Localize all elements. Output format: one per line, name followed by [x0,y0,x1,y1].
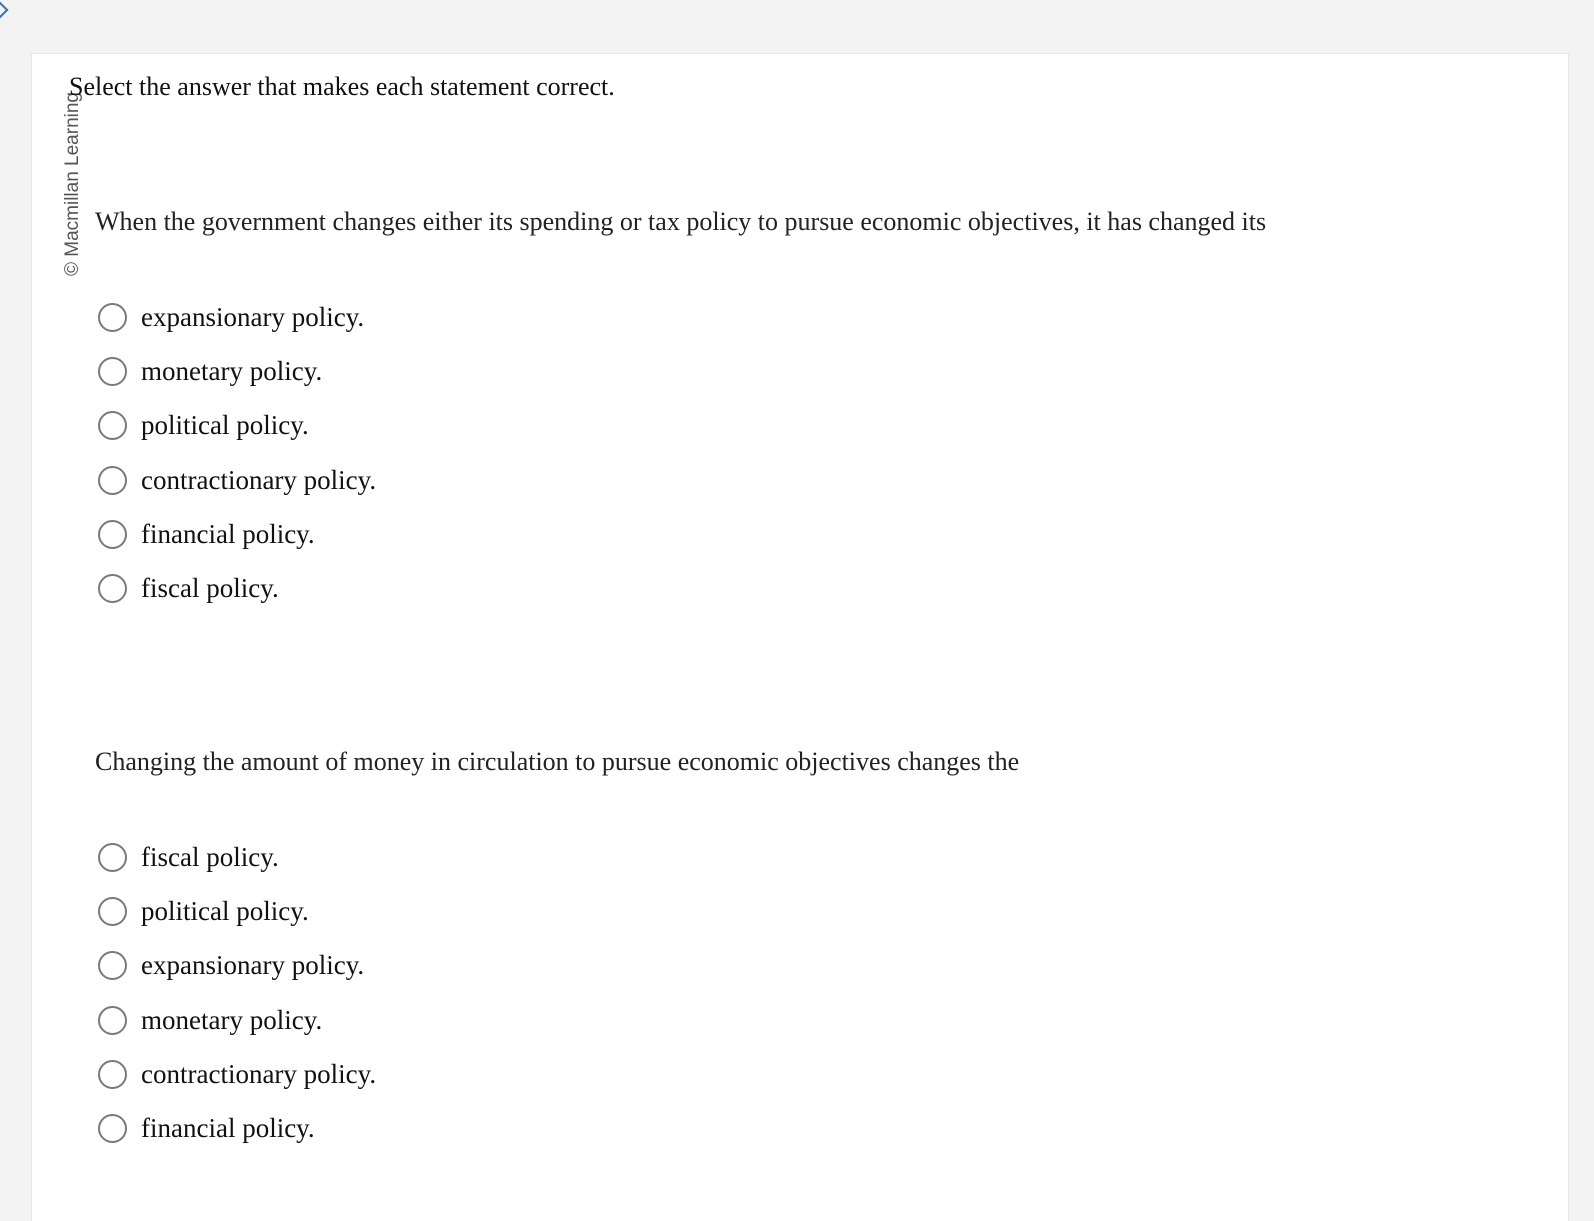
copyright-notice: © Macmillan Learning [62,92,83,277]
question-1-options [98,300,376,625]
radio-button[interactable] [98,1114,127,1143]
question-1-option[interactable] [98,408,376,462]
question-1-option[interactable] [98,463,376,517]
option-label[interactable]: financial policy. [141,518,315,549]
option-label[interactable]: fiscal policy. [141,842,279,872]
question-1-option[interactable] [98,517,376,571]
option-label[interactable]: contractionary policy. [141,1058,377,1089]
option-label[interactable]: financial policy. [141,1112,315,1143]
question-1-option[interactable] [98,354,376,408]
question-2-option[interactable] [98,840,376,894]
radio-button[interactable] [98,1006,127,1035]
question-2-option[interactable] [98,948,376,1002]
option-label[interactable]: expansionary policy. [141,950,365,981]
question-2-option[interactable] [98,1003,376,1057]
option-label[interactable]: expansionary policy. [141,302,365,332]
option-label[interactable]: political policy. [141,410,309,441]
question-1-option[interactable] [98,300,376,354]
option-label[interactable]: political policy. [141,896,309,927]
question-2-option[interactable] [98,1057,376,1111]
question-2-option[interactable] [98,1111,376,1165]
chevron-right-icon[interactable] [0,2,8,19]
option-label[interactable]: monetary policy. [141,1004,323,1035]
instruction-text: Select the answer that makes each statement correct. [69,72,615,101]
radio-button[interactable] [98,1060,127,1089]
question-1-option[interactable] [98,571,376,625]
option-label[interactable]: contractionary policy. [141,464,377,495]
radio-button[interactable] [98,951,127,980]
radio-button[interactable] [98,520,127,549]
question-2-options [98,840,376,1165]
radio-button[interactable] [98,574,127,603]
question-1-text: When the government changes either its spending or tax policy to pursue economic objectives, it has changed its [95,207,1267,236]
question-2-text: Changing the amount of money in circulation to pursue economic objectives changes the [95,747,1020,776]
radio-button[interactable] [98,466,127,495]
radio-button[interactable] [98,411,127,440]
radio-button[interactable] [98,357,127,386]
question-2-option[interactable] [98,894,376,948]
option-label[interactable]: monetary policy. [141,356,323,387]
radio-button[interactable] [98,303,127,332]
radio-button[interactable] [98,897,127,926]
option-label[interactable]: fiscal policy. [141,572,279,603]
radio-button[interactable] [98,843,127,872]
